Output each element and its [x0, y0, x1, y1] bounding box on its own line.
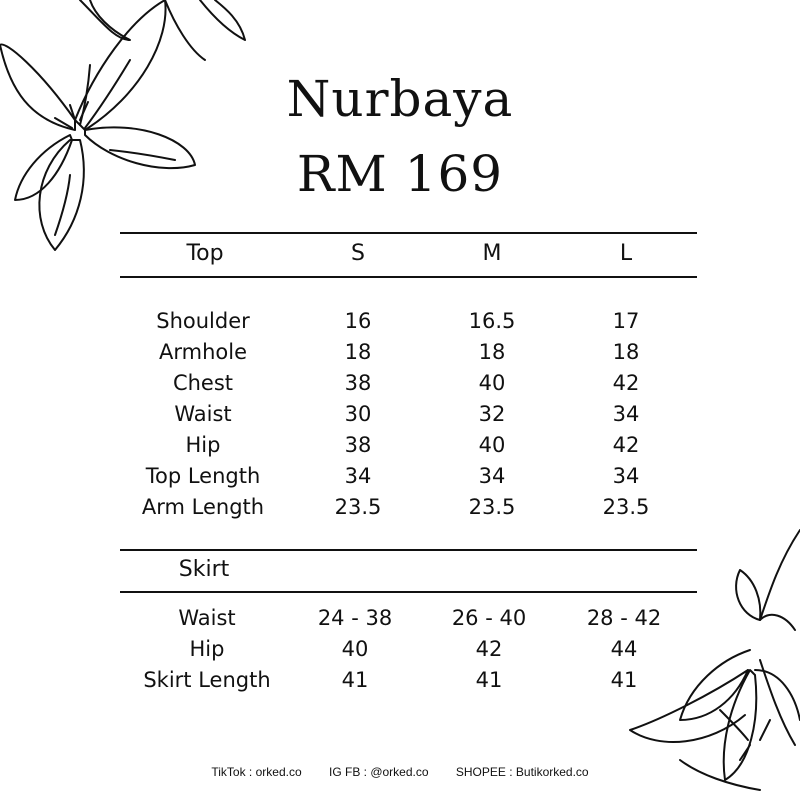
value-s: 24 - 38 — [317, 606, 393, 630]
product-price: RM 169 — [296, 145, 504, 203]
row-label: Armhole — [159, 340, 247, 364]
top-section-header: Top — [186, 241, 224, 266]
value-l: 42 — [612, 433, 640, 457]
value-s: 38 — [344, 371, 372, 395]
value-l: 41 — [610, 668, 638, 692]
row-label: Shoulder — [156, 309, 250, 333]
value-m: 40 — [478, 371, 506, 395]
value-m: 41 — [475, 668, 503, 692]
value-m: 40 — [478, 433, 506, 457]
divider-skirt-header-upper — [120, 549, 697, 551]
tiktok-handle: TikTok : orked.co — [211, 765, 302, 779]
row-label: Top Length — [145, 464, 261, 488]
row-label: Skirt Length — [143, 668, 271, 692]
value-m: 18 — [478, 340, 506, 364]
shopee-handle: SHOPEE : Butikorked.co — [455, 765, 589, 779]
value-m: 23.5 — [468, 495, 516, 519]
social-footer — [0, 765, 800, 779]
value-s: 41 — [341, 668, 369, 692]
value-l: 18 — [612, 340, 640, 364]
row-label: Waist — [174, 402, 232, 426]
value-m: 26 - 40 — [451, 606, 527, 630]
value-m: 16.5 — [468, 309, 516, 333]
value-l: 42 — [612, 371, 640, 395]
flower-illustration-bottom-right — [620, 520, 800, 800]
ig-fb-handle: IG FB : @orked.co — [328, 765, 429, 779]
size-header-s: S — [351, 241, 365, 266]
value-l: 34 — [612, 464, 640, 488]
size-header-m: M — [482, 241, 502, 266]
value-m: 32 — [478, 402, 506, 426]
value-s: 23.5 — [334, 495, 382, 519]
row-label: Hip — [189, 637, 225, 661]
divider-top-header-lower — [120, 276, 697, 278]
flower-illustration-top-left — [0, 0, 260, 260]
value-s: 38 — [344, 433, 372, 457]
size-header-l: L — [619, 241, 633, 266]
row-label: Hip — [185, 433, 221, 457]
value-s: 40 — [341, 637, 369, 661]
value-m: 42 — [475, 637, 503, 661]
divider-skirt-header-lower — [120, 591, 697, 593]
divider-top-header-upper — [120, 232, 697, 234]
value-l: 44 — [610, 637, 638, 661]
value-s: 30 — [344, 402, 372, 426]
row-label: Arm Length — [141, 495, 265, 519]
value-l: 28 - 42 — [586, 606, 662, 630]
value-l: 17 — [612, 309, 640, 333]
row-label: Waist — [178, 606, 236, 630]
value-m: 34 — [478, 464, 506, 488]
row-label: Chest — [172, 371, 234, 395]
value-l: 34 — [612, 402, 640, 426]
value-l: 23.5 — [602, 495, 650, 519]
skirt-section-header: Skirt — [178, 557, 230, 582]
product-name: Nurbaya — [286, 70, 514, 128]
value-s: 34 — [344, 464, 372, 488]
value-s: 18 — [344, 340, 372, 364]
value-s: 16 — [344, 309, 372, 333]
